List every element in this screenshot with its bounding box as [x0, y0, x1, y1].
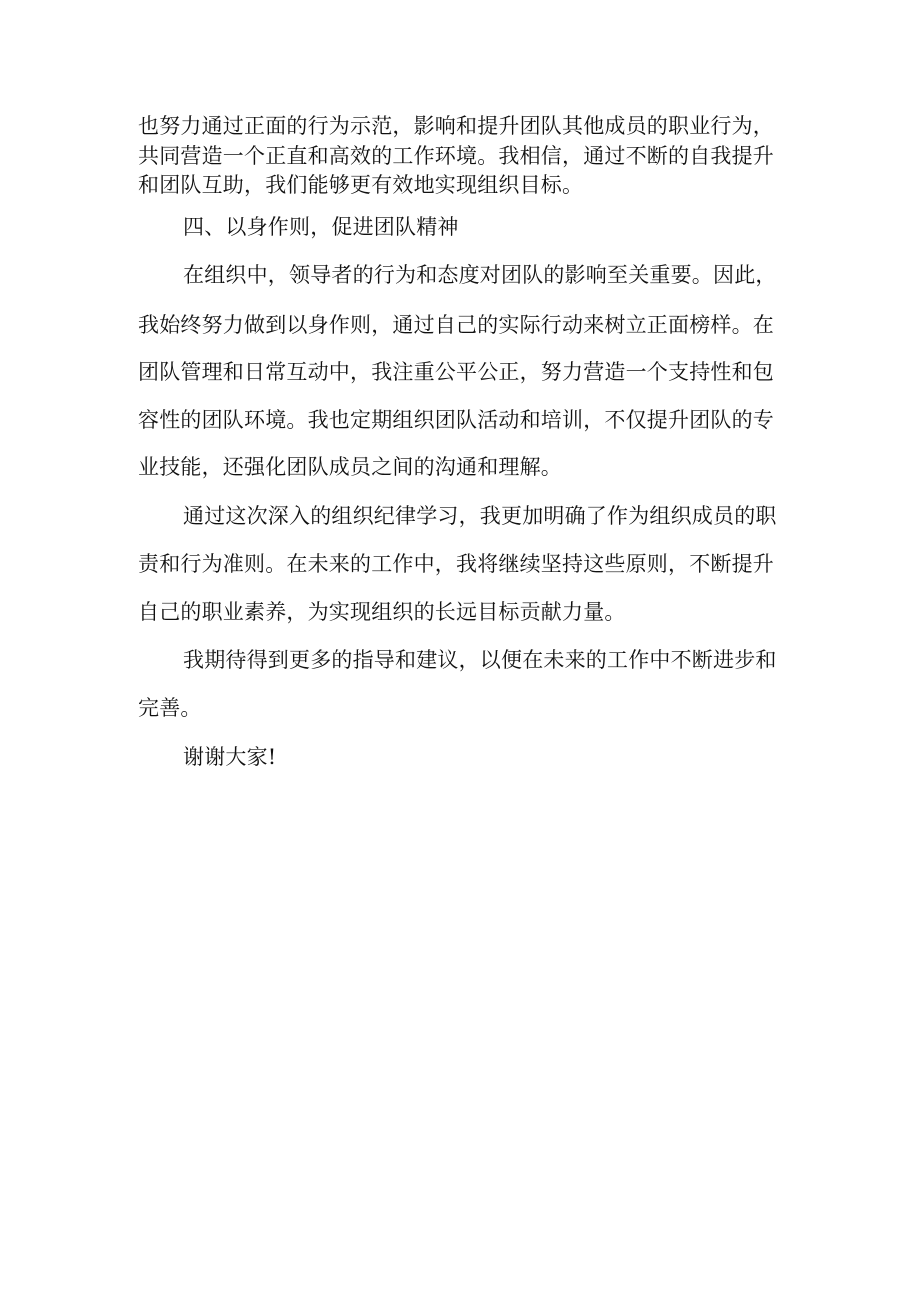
paragraph-line: 团队管理和日常互动中，我注重公平公正，努力营造一个支持性和包	[138, 360, 774, 384]
paragraph-line: 我始终努力做到以身作则，通过自己的实际行动来树立正面榜样。在	[138, 313, 774, 337]
paragraph-line: 也努力通过正面的行为示范，影响和提升团队其他成员的职业行为，	[138, 114, 774, 138]
paragraph-line: 通过这次深入的组织纪律学习，我更加明确了作为组织成员的职	[183, 504, 777, 528]
paragraph-line: 责和行为准则。在未来的工作中，我将继续坚持这些原则，不断提升	[138, 552, 774, 576]
closing-text: 谢谢大家!	[183, 745, 277, 769]
paragraph-line: 共同营造一个正直和高效的工作环境。我相信，通过不断的自我提升	[138, 144, 774, 168]
paragraph-line: 容性的团队环境。我也定期组织团队活动和培训，不仅提升团队的专	[138, 408, 774, 432]
paragraph-line: 在组织中，领导者的行为和态度对团队的影响至关重要。因此，	[183, 263, 777, 287]
paragraph-line: 完善。	[138, 696, 202, 720]
paragraph-line: 我期待得到更多的指导和建议，以便在未来的工作中不断进步和	[183, 648, 777, 672]
paragraph-line: 自己的职业素养，为实现组织的长远目标贡献力量。	[138, 600, 626, 624]
section-heading: 四、以身作则，促进团队精神	[183, 215, 459, 239]
paragraph-line: 业技能，还强化团队成员之间的沟通和理解。	[138, 455, 562, 479]
paragraph-line: 和团队互助，我们能够更有效地实现组织目标。	[138, 173, 584, 197]
